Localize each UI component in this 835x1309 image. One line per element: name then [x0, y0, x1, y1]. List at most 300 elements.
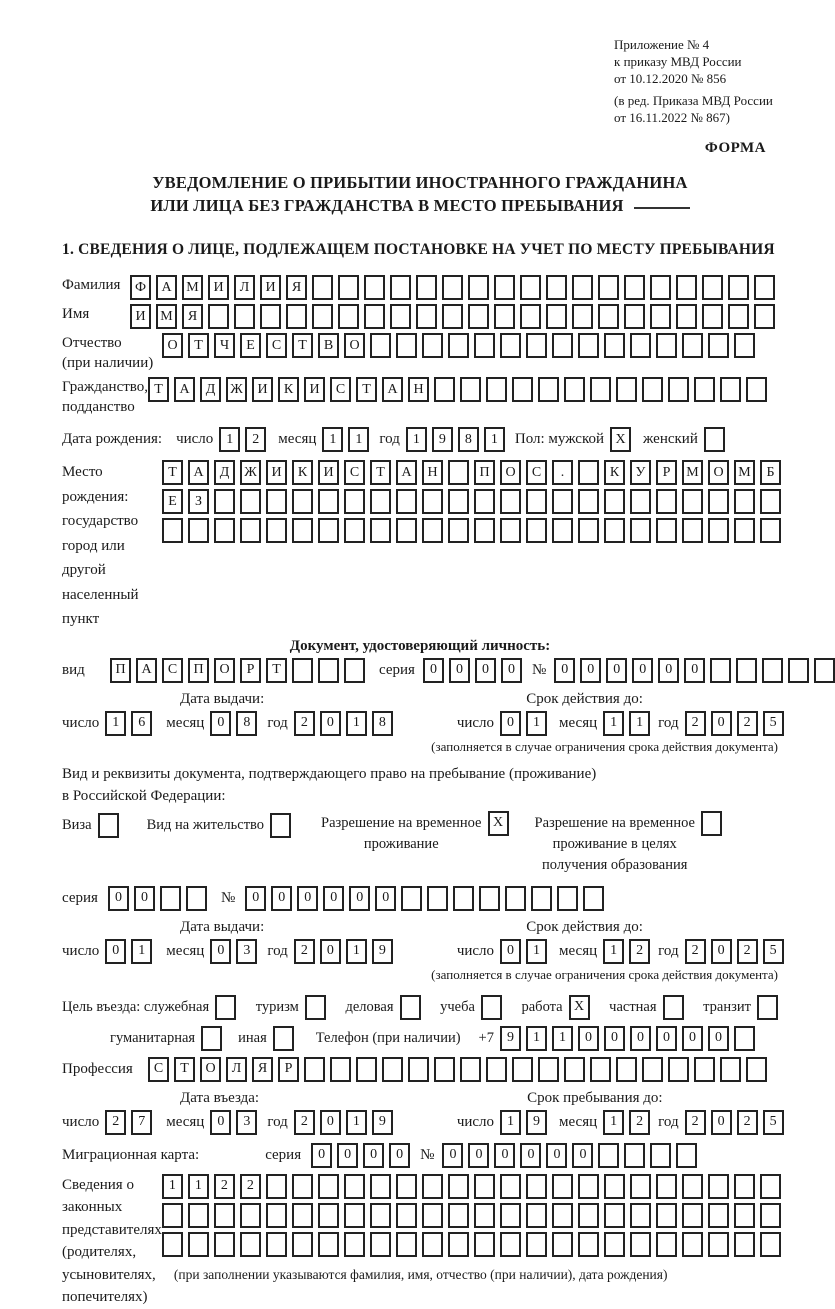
doc-number-label: № [531, 661, 547, 678]
sex-female-group [643, 427, 725, 452]
form-cell: Т [148, 377, 169, 402]
form-cell: З [188, 489, 209, 514]
form-cell: Т [266, 658, 287, 683]
purpose-tourism-label: туризм [255, 998, 299, 1015]
form-cell [624, 304, 645, 329]
form-cell [434, 1057, 455, 1082]
form-cell: 1 [603, 711, 624, 736]
form-cell: 0 [323, 886, 344, 911]
form-cell: Д [214, 460, 235, 485]
identity-doc-heading: Документ, удостоверяющий личность: [289, 637, 551, 654]
phone-cells [500, 1026, 755, 1051]
purpose-other-label: иная [238, 1029, 267, 1046]
form-cell [364, 304, 385, 329]
form-cell [270, 813, 291, 838]
form-cell: 0 [711, 1110, 732, 1135]
day-label: число [62, 942, 100, 959]
form-cell [273, 1026, 294, 1051]
form-cell [526, 1174, 547, 1199]
form-cell [422, 518, 443, 543]
form-cell [616, 377, 637, 402]
form-cell [578, 1203, 599, 1228]
form-cell [708, 518, 729, 543]
form-cell: О [214, 658, 235, 683]
form-cell [630, 1174, 651, 1199]
form-cell [630, 489, 651, 514]
form-cell [312, 275, 333, 300]
form-cell: И [260, 275, 281, 300]
form-cell [434, 377, 455, 402]
form-cell [564, 377, 585, 402]
form-cell [694, 1057, 715, 1082]
birthplace-row3-cells [162, 518, 781, 543]
valid-month-group [559, 939, 650, 964]
form-cell [572, 304, 593, 329]
form-cell: 1 [322, 427, 343, 452]
form-cell [500, 333, 521, 358]
legal-reference-block [614, 36, 778, 126]
form-cell: Н [422, 460, 443, 485]
dob-month-cells [322, 427, 369, 452]
valid-month-cells [603, 711, 650, 736]
form-cell [578, 460, 599, 485]
form-cell [676, 304, 697, 329]
doc-seriya-cells [423, 658, 522, 683]
representatives-label-line: законных [62, 1199, 123, 1215]
purpose-humanitarian-label: гуманитарная [110, 1029, 196, 1046]
form-cell: 2 [737, 939, 758, 964]
form-cell [578, 518, 599, 543]
form-cell [538, 1057, 559, 1082]
form-cell [318, 518, 339, 543]
year-label: год [658, 942, 679, 959]
form-cell: X [488, 811, 509, 836]
form-cell: С [344, 460, 365, 485]
form-cell [500, 1232, 521, 1257]
form-cell [604, 489, 625, 514]
form-cell: 0 [500, 711, 521, 736]
doc-kind-label: вид [62, 661, 85, 678]
form-cell [760, 518, 781, 543]
migration-card-label: Миграционная карта: [62, 1146, 200, 1163]
form-cell [292, 1232, 313, 1257]
representatives-row3-cells [162, 1232, 781, 1257]
valid-until-label: Срок действия до: [526, 690, 643, 707]
form-cell: 0 [311, 1143, 332, 1168]
residence-permit-checkbox [270, 813, 291, 838]
form-cell: 1 [500, 1110, 521, 1135]
form-cell [598, 275, 619, 300]
month-label: месяц [559, 1113, 598, 1130]
form-cell: 0 [475, 658, 496, 683]
year-label: год [658, 1113, 679, 1130]
form-cell: 0 [520, 1143, 541, 1168]
form-cell: 2 [685, 711, 706, 736]
form-cell [396, 489, 417, 514]
sex-male-checkbox [610, 427, 631, 452]
validity-limit-note: (заполняется в случае ограничения срока действия документа) [431, 738, 778, 754]
stay-year-group [658, 1110, 783, 1135]
form-cell: Т [174, 1057, 195, 1082]
form-cell: 0 [711, 711, 732, 736]
form-cell: 0 [658, 658, 679, 683]
entry-month-group [166, 1110, 257, 1135]
form-cell: С [266, 333, 287, 358]
form-cell [734, 333, 755, 358]
form-cell: 2 [240, 1174, 261, 1199]
issue-month-group [166, 711, 257, 736]
citizenship-label-line2: подданство [62, 399, 135, 415]
temp-residence-edu-label-line1: Разрешение на временное [534, 814, 695, 831]
ref-line: от 10.12.2020 № 856 [614, 71, 727, 86]
form-cell: 9 [372, 1110, 393, 1135]
form-cell [468, 304, 489, 329]
form-cell [656, 333, 677, 358]
purpose-private-option [609, 995, 683, 1020]
form-cell [552, 1203, 573, 1228]
form-cell [215, 995, 236, 1020]
form-cell [370, 1174, 391, 1199]
purpose-transit-label: транзит [703, 998, 751, 1015]
form-cell [668, 377, 689, 402]
form-cell [474, 489, 495, 514]
mk-seriya-label: серия [265, 1146, 302, 1163]
dob-day-cells [219, 427, 266, 452]
form-cell [448, 1203, 469, 1228]
form-cell [650, 275, 671, 300]
form-cell [162, 518, 183, 543]
form-cell [401, 886, 422, 911]
form-cell [616, 1057, 637, 1082]
form-cell: 0 [711, 939, 732, 964]
seriya-label: серия [62, 889, 98, 906]
representatives-block [62, 1174, 778, 1309]
form-cell [486, 377, 507, 402]
form-cell [416, 275, 437, 300]
doc-kind-cells [110, 658, 365, 683]
form-cell: Т [356, 377, 377, 402]
given-name-label: Имя [62, 306, 90, 322]
form-cell [214, 489, 235, 514]
form-cell [746, 377, 767, 402]
form-cell [552, 1174, 573, 1199]
form-cell [201, 1026, 222, 1051]
form-cell [578, 333, 599, 358]
form-cell: 0 [578, 1026, 599, 1051]
dob-year-group [379, 427, 504, 452]
form-cell [760, 1203, 781, 1228]
form-cell [720, 377, 741, 402]
form-cell [656, 489, 677, 514]
form-cell [474, 1174, 495, 1199]
form-cell [318, 658, 339, 683]
form-cell [494, 275, 515, 300]
form-cell [526, 1232, 547, 1257]
form-cell [160, 886, 181, 911]
form-cell: 1 [406, 427, 427, 452]
birthplace-label-line1: Место рождения: [62, 464, 129, 505]
form-cell: 0 [320, 1110, 341, 1135]
form-cell [526, 489, 547, 514]
doc-seriya-label: серия [379, 661, 415, 678]
form-cell [604, 1203, 625, 1228]
year-label: год [379, 431, 400, 447]
month-label: месяц [166, 714, 205, 731]
form-cell: 0 [363, 1143, 384, 1168]
dob-month-group [278, 427, 369, 452]
form-cell: 0 [606, 658, 627, 683]
patronymic-label-line1: Отчество [62, 335, 122, 351]
form-cell [442, 304, 463, 329]
form-cell [546, 304, 567, 329]
form-title-line1: УВЕДОМЛЕНИЕ О ПРИБЫТИИ ИНОСТРАННОГО ГРАЖДАНИНА [152, 173, 688, 192]
form-cell [214, 1203, 235, 1228]
purpose-private-checkbox [663, 995, 684, 1020]
form-cell [453, 886, 474, 911]
form-cell: Л [226, 1057, 247, 1082]
form-cell [564, 1057, 585, 1082]
issue-date-label: Дата выдачи: [180, 918, 265, 935]
form-cell: 0 [554, 658, 575, 683]
form-cell: 0 [210, 939, 231, 964]
form-cell: Р [240, 658, 261, 683]
form-cell [208, 304, 229, 329]
form-cell: 0 [572, 1143, 593, 1168]
form-cell [572, 275, 593, 300]
dob-year-cells [406, 427, 505, 452]
representatives-label-line: Сведения о [62, 1176, 134, 1193]
dob-day-group [176, 427, 266, 452]
form-cell: Т [370, 460, 391, 485]
form-cell: Ж [226, 377, 247, 402]
form-cell: 1 [484, 427, 505, 452]
temp-residence-label [321, 813, 481, 855]
form-cell [364, 275, 385, 300]
temp-residence-checkbox [488, 811, 509, 836]
form-cell [240, 489, 261, 514]
form-cell: 0 [375, 886, 396, 911]
form-cell [500, 518, 521, 543]
form-cell [728, 275, 749, 300]
title-blank-line [634, 207, 690, 209]
form-cell [448, 1232, 469, 1257]
form-cell: И [318, 460, 339, 485]
purpose-work-label: работа [521, 998, 563, 1015]
form-cell [552, 1232, 573, 1257]
form-cell: П [188, 658, 209, 683]
form-cell [460, 1057, 481, 1082]
form-cell [422, 1203, 443, 1228]
year-label: год [658, 714, 679, 731]
purpose-transit-option [703, 995, 778, 1020]
form-cell: 1 [105, 711, 126, 736]
identity-doc-row [62, 658, 778, 683]
representatives-label-line: (родителях, [62, 1244, 137, 1260]
form-cell [427, 886, 448, 911]
form-title-line2-text: ИЛИ ЛИЦА БЕЗ ГРАЖДАНСТВА В МЕСТО ПРЕБЫВАНИЯ [150, 196, 624, 215]
form-cell: 2 [629, 939, 650, 964]
form-cell: 1 [131, 939, 152, 964]
form-cell [720, 1057, 741, 1082]
form-cell [266, 1203, 287, 1228]
patronymic-row [62, 333, 778, 373]
issue-year-cells [294, 711, 393, 736]
form-cell [370, 489, 391, 514]
purpose-transit-checkbox [757, 995, 778, 1020]
stay-until-label: Срок пребывания до: [527, 1089, 663, 1106]
form-cell: О [500, 460, 521, 485]
form-cell: 0 [682, 1026, 703, 1051]
form-cell: 8 [236, 711, 257, 736]
form-cell [318, 1203, 339, 1228]
form-cell [460, 377, 481, 402]
form-cell: 3 [236, 1110, 257, 1135]
form-cell: 2 [629, 1110, 650, 1135]
form-cell: 0 [442, 1143, 463, 1168]
form-cell [396, 333, 417, 358]
dob-label: Дата рождения: [62, 431, 163, 447]
form-cell [578, 489, 599, 514]
form-cell [578, 1174, 599, 1199]
representatives-cells-block [162, 1174, 781, 1283]
entry-date-label: Дата въезда: [180, 1089, 260, 1106]
form-cell [312, 304, 333, 329]
visa-label: Виза [62, 816, 92, 833]
form-cell: 0 [604, 1026, 625, 1051]
entry-month-cells [210, 1110, 257, 1135]
representatives-cell-rows [162, 1174, 781, 1257]
form-cell: П [474, 460, 495, 485]
form-cell: X [610, 427, 631, 452]
form-cell [520, 304, 541, 329]
form-cell: 1 [348, 427, 369, 452]
form-cell [344, 1232, 365, 1257]
form-cell: 1 [603, 1110, 624, 1135]
purpose-humanitarian-checkbox [201, 1026, 222, 1051]
valid-year-cells [685, 939, 784, 964]
entry-day-cells [105, 1110, 152, 1135]
birthplace-label-line3: город или другой [62, 537, 125, 578]
form-cell: 1 [219, 427, 240, 452]
residence-doc-intro [62, 763, 778, 807]
form-cell: А [396, 460, 417, 485]
form-cell: А [174, 377, 195, 402]
valid-month-cells [603, 939, 650, 964]
validity-limit-note: (заполняется в случае ограничения срока действия документа) [431, 966, 778, 982]
form-cell: М [182, 275, 203, 300]
form-cell [682, 333, 703, 358]
surname-cells [130, 275, 775, 300]
valid-until-label: Срок действия до: [526, 918, 643, 935]
form-cell: 9 [432, 427, 453, 452]
form-cell [286, 304, 307, 329]
form-cell [531, 886, 552, 911]
citizenship-cells [148, 377, 767, 402]
entry-stay-subheads [62, 1090, 778, 1107]
stay-year-cells [685, 1110, 784, 1135]
form-cell [266, 1174, 287, 1199]
citizenship-label-line1: Гражданство, [62, 379, 149, 395]
sex-male-group [515, 427, 631, 452]
birthplace-label-line4: населенный пункт [62, 586, 139, 627]
form-cell [422, 333, 443, 358]
form-cell: 0 [468, 1143, 489, 1168]
form-cell [266, 518, 287, 543]
form-cell [734, 1026, 755, 1051]
form-cell: 5 [763, 711, 784, 736]
visa-checkbox [98, 813, 119, 838]
valid-day-group [457, 711, 547, 736]
form-cell: М [156, 304, 177, 329]
form-cell: Я [286, 275, 307, 300]
form-cell [370, 518, 391, 543]
temp-residence-edu-option [535, 813, 722, 876]
issue-year-group [267, 711, 392, 736]
temp-residence-label-line2: проживание [363, 835, 439, 852]
form-cell: К [292, 460, 313, 485]
form-cell [400, 995, 421, 1020]
purpose-other-option [238, 1026, 294, 1051]
forma-label: ФОРМА [704, 140, 766, 156]
form-cell [590, 377, 611, 402]
form-cell [500, 489, 521, 514]
migration-card-row [62, 1143, 778, 1168]
issue-month-cells [210, 711, 257, 736]
form-cell: К [604, 460, 625, 485]
form-cell [676, 1143, 697, 1168]
form-cell: Ф [130, 275, 151, 300]
form-cell [474, 518, 495, 543]
section1-heading: 1. СВЕДЕНИЯ О ЛИЦЕ, ПОДЛЕЖАЩЕМ ПОСТАНОВКЕ НА УЧЕТ ПО МЕСТУ ПРЕБЫВАНИЯ [62, 241, 775, 258]
form-cell [292, 518, 313, 543]
form-cell: А [136, 658, 157, 683]
form-cell: . [552, 460, 573, 485]
day-label: число [456, 1113, 495, 1130]
form-cell: Б [760, 460, 781, 485]
form-cell: 9 [500, 1026, 521, 1051]
given-name-cells [130, 304, 775, 329]
form-cell [162, 1203, 183, 1228]
form-cell [396, 1203, 417, 1228]
form-cell [512, 1057, 533, 1082]
form-cell [486, 1057, 507, 1082]
form-cell: 3 [236, 939, 257, 964]
month-label: месяц [559, 714, 598, 731]
form-cell: 1 [603, 939, 624, 964]
form-cell [356, 1057, 377, 1082]
form-cell [448, 518, 469, 543]
form-cell [630, 518, 651, 543]
purpose-work-checkbox [569, 995, 590, 1020]
form-cell [408, 1057, 429, 1082]
form-cell [814, 658, 835, 683]
purpose-study-label: учеба [440, 998, 475, 1015]
month-label: месяц [166, 942, 205, 959]
form-cell: 0 [134, 886, 155, 911]
form-cell: М [682, 460, 703, 485]
entry-purpose-row [62, 995, 778, 1020]
form-cell: 0 [708, 1026, 729, 1051]
form-cell: 0 [546, 1143, 567, 1168]
temp-residence-edu-label [535, 813, 695, 876]
citizenship-label [62, 377, 148, 417]
form-cell: Р [656, 460, 677, 485]
form-cell: Я [252, 1057, 273, 1082]
day-label: число [62, 1113, 100, 1130]
form-cell [590, 1057, 611, 1082]
stay-day-group [457, 1110, 547, 1135]
form-cell [624, 1143, 645, 1168]
